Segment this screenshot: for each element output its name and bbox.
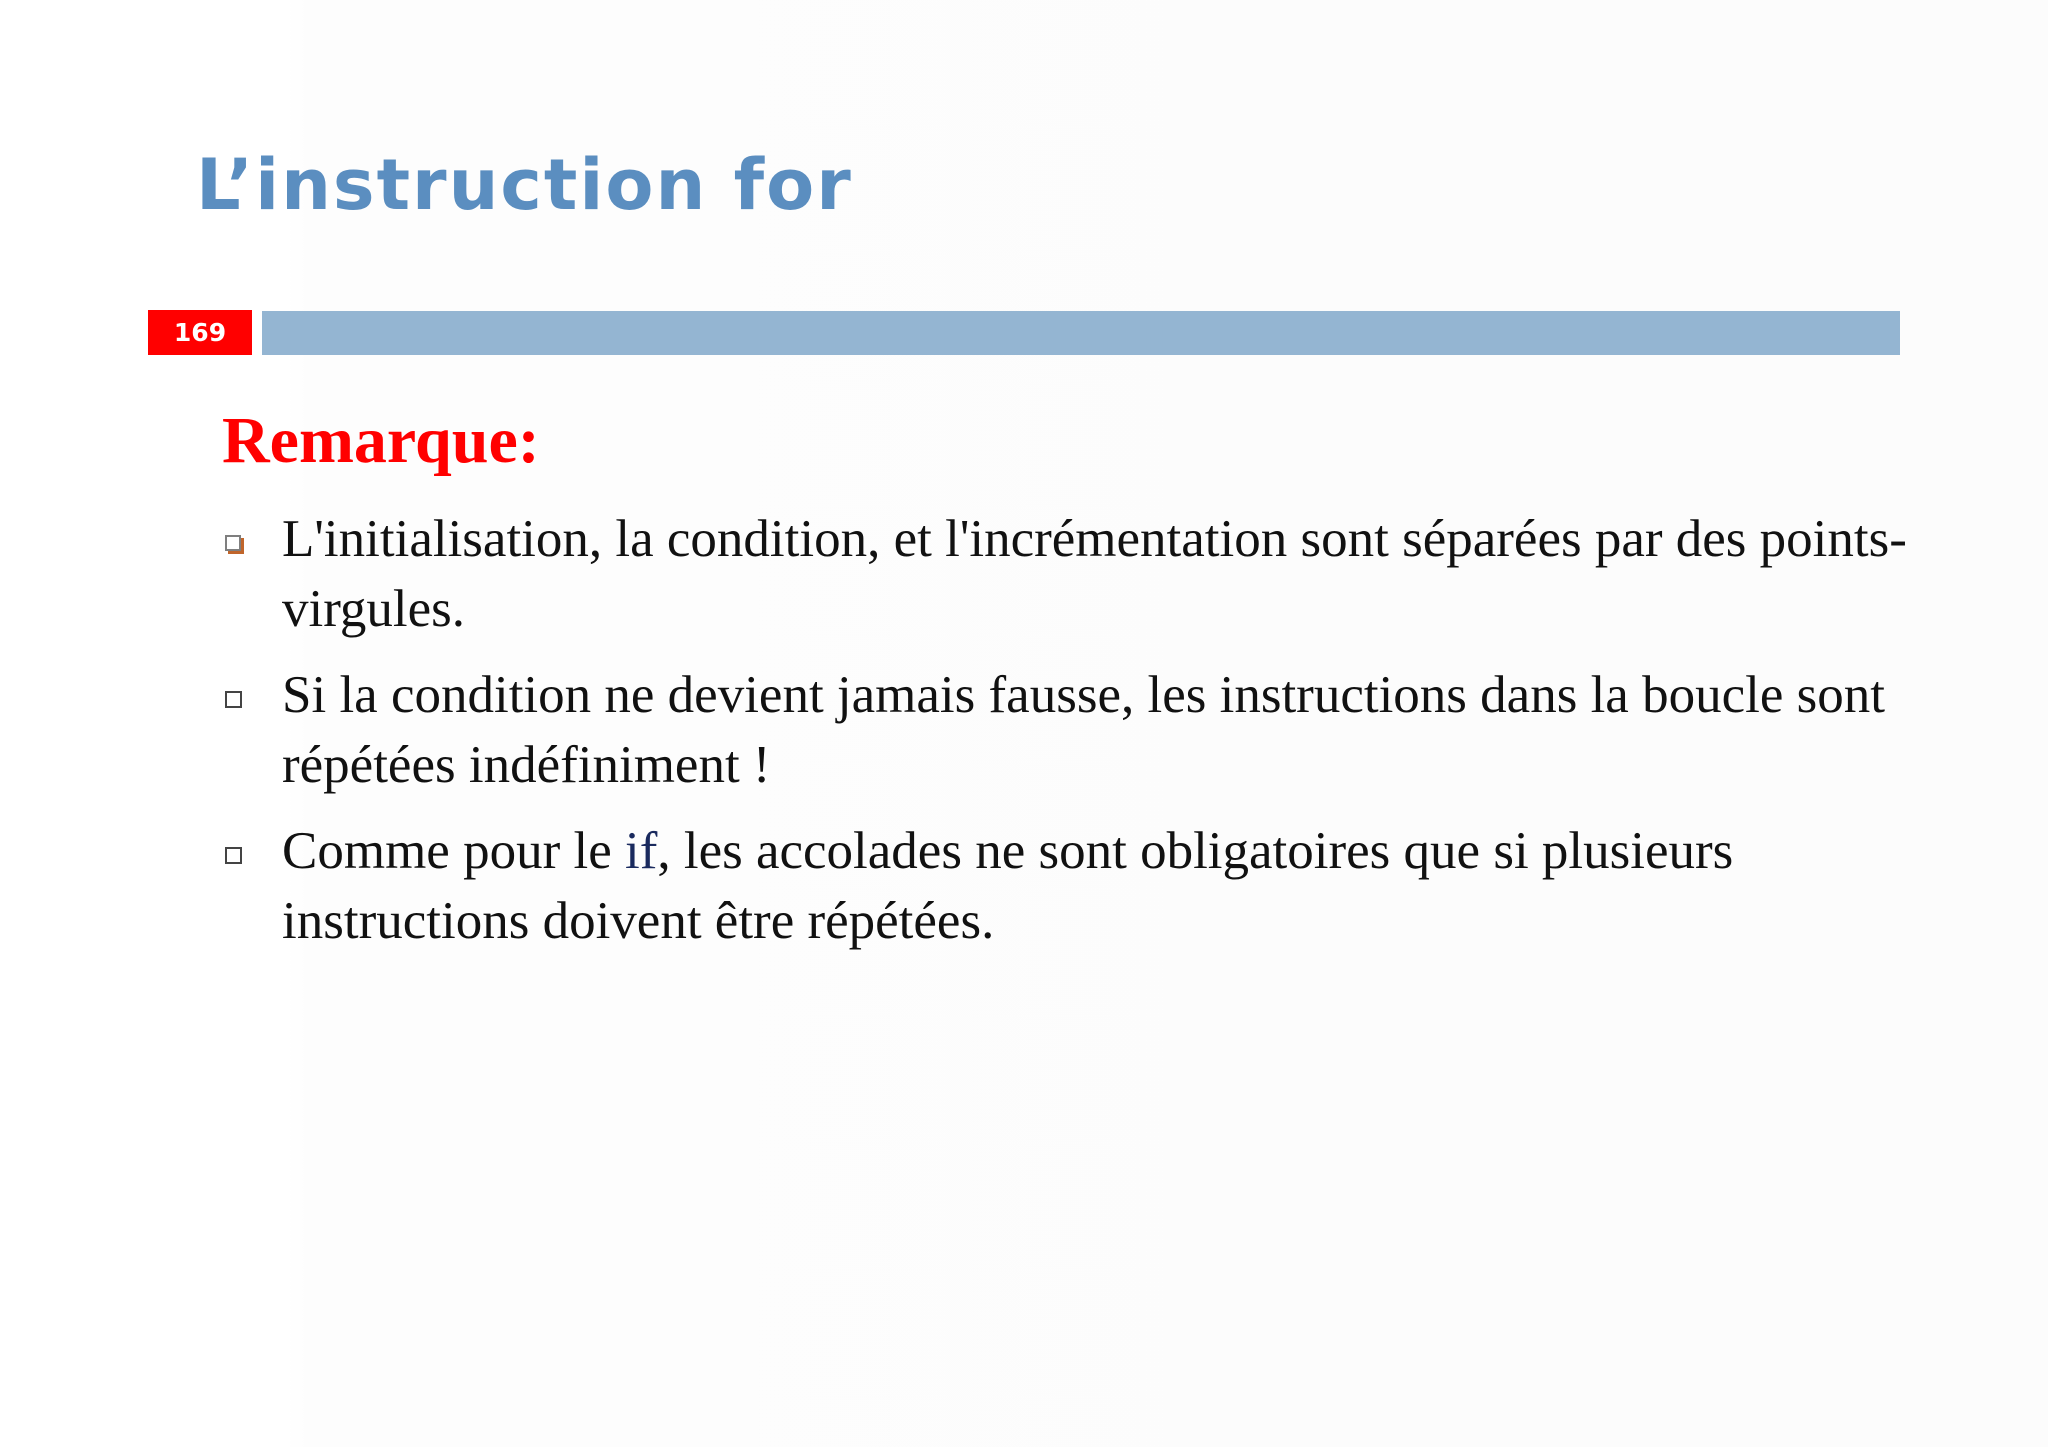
bullet-item <box>220 504 1920 644</box>
hollow-square-bullet-icon <box>225 691 242 708</box>
bullet-text: L'initialisation, la condition, et l'incrémentation sont séparées par des points-virgules. <box>282 510 1907 638</box>
hollow-square-bullet-icon <box>225 847 242 864</box>
bullet-text: Si la condition ne devient jamais fausse, les instructions dans la boucle sont répétées indéfiniment ! <box>282 666 1885 794</box>
keyword-if: if <box>624 822 658 880</box>
shadowed-square-bullet-icon <box>225 535 241 551</box>
bullet-text-before: Comme pour le <box>282 822 625 880</box>
bullet-list <box>220 504 1920 972</box>
page-number-badge: 169 <box>148 310 252 355</box>
bullet-text-after: , les accolades ne sont obligatoires que si plusieurs instructions doivent être répétées. <box>282 822 1734 950</box>
section-subtitle: Remarque: <box>222 404 540 477</box>
bullet-item <box>220 816 1920 956</box>
slide-title: L’instruction for <box>196 144 853 226</box>
bullet-item <box>220 660 1920 800</box>
title-divider-bar <box>262 311 1900 355</box>
